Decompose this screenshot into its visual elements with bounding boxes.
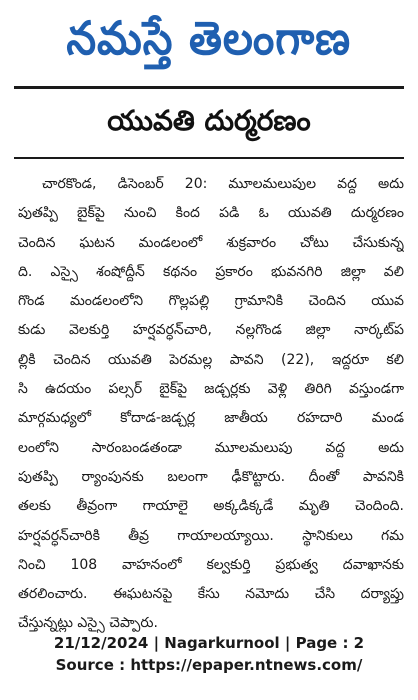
article-line: మార్గమధ్యలో కోదాడ-జడ్చర్ల జాతీయ రహదారి మండ (18, 410, 404, 427)
article-line: గొండ మండలంలోని గొల్లపల్లి గ్రామానికి చెందిన యువ (18, 293, 404, 310)
article-line: చెందిన ఘటన మండలంలో శుక్రవారం చోటు చేసుకున్న (18, 234, 404, 251)
top-divider (14, 86, 404, 89)
article-line: పుతప్పి ర్యాంపునకు బలంగా ఢీకొట్టారు. దీంతో పావనికి (18, 468, 404, 485)
article-line: ల్లికి చెందిన యువతి పెరమల్ల పావని (22), ఇద్దరూ కలి (18, 351, 404, 368)
article-line: హర్షవర్ధన్‌చారికి తీవ్ర గాయాలయ్యాయి. స్థానికులు గమ (18, 527, 404, 544)
footer-source: Source : https://epaper.ntnews.com/ (55, 656, 363, 674)
newspaper-masthead (0, 0, 418, 75)
article-body (18, 170, 404, 639)
article-line: సి ఉదయం పల్సర్ బైక్‌పై జడ్చర్లకు వెళ్లి తిరిగి వస్తుండగా (18, 381, 404, 398)
masthead-title: నమస్తే తెలంగాణ (66, 10, 352, 65)
headline-divider (14, 157, 404, 159)
article-line: చేస్తున్నట్లు ఎస్సై చెప్పారు. (18, 615, 158, 632)
article-line: చారకొండ, డిసెంబర్ 20: మూలమలుపుల వద్ద అదు (42, 176, 404, 192)
article-line: కుడు వెలకుర్తి హర్షవర్ధన్‌చారి, నల్లగొండ జిల్లా నార్కట్‌ప (18, 322, 404, 339)
footer-date-edition: 21/12/2024 | Nagarkurnool | Page : 2 (53, 634, 365, 652)
article-line: పుతప్పి బైక్‌పై నుంచి కింద పడి ఓ యువతి దుర్మరణం (18, 205, 404, 222)
headline-text: యువతి దుర్మరణం (107, 104, 311, 137)
article-line: నించి 108 వాహనంలో కల్వకుర్తి ప్రభుత్వ దవాఖానకు (18, 556, 404, 573)
article-line: లంలోని సారంబండతండా మూలమలుపు వద్ద అదు (18, 439, 404, 456)
article-line: తరలించారు. ఈఘటనపై కేసు నమోదు చేసి దర్యాప్తు (18, 586, 404, 603)
article-headline (14, 98, 404, 150)
article-line: తలకు తీవ్రంగా గాయాలై అక్కడిక్కడే మృతి చెందింది. (18, 498, 404, 515)
article-line: ది. ఎస్సై శంషోద్దీన్ కథనం ప్రకారం భువనగిరి జిల్లా వలి (18, 263, 404, 280)
